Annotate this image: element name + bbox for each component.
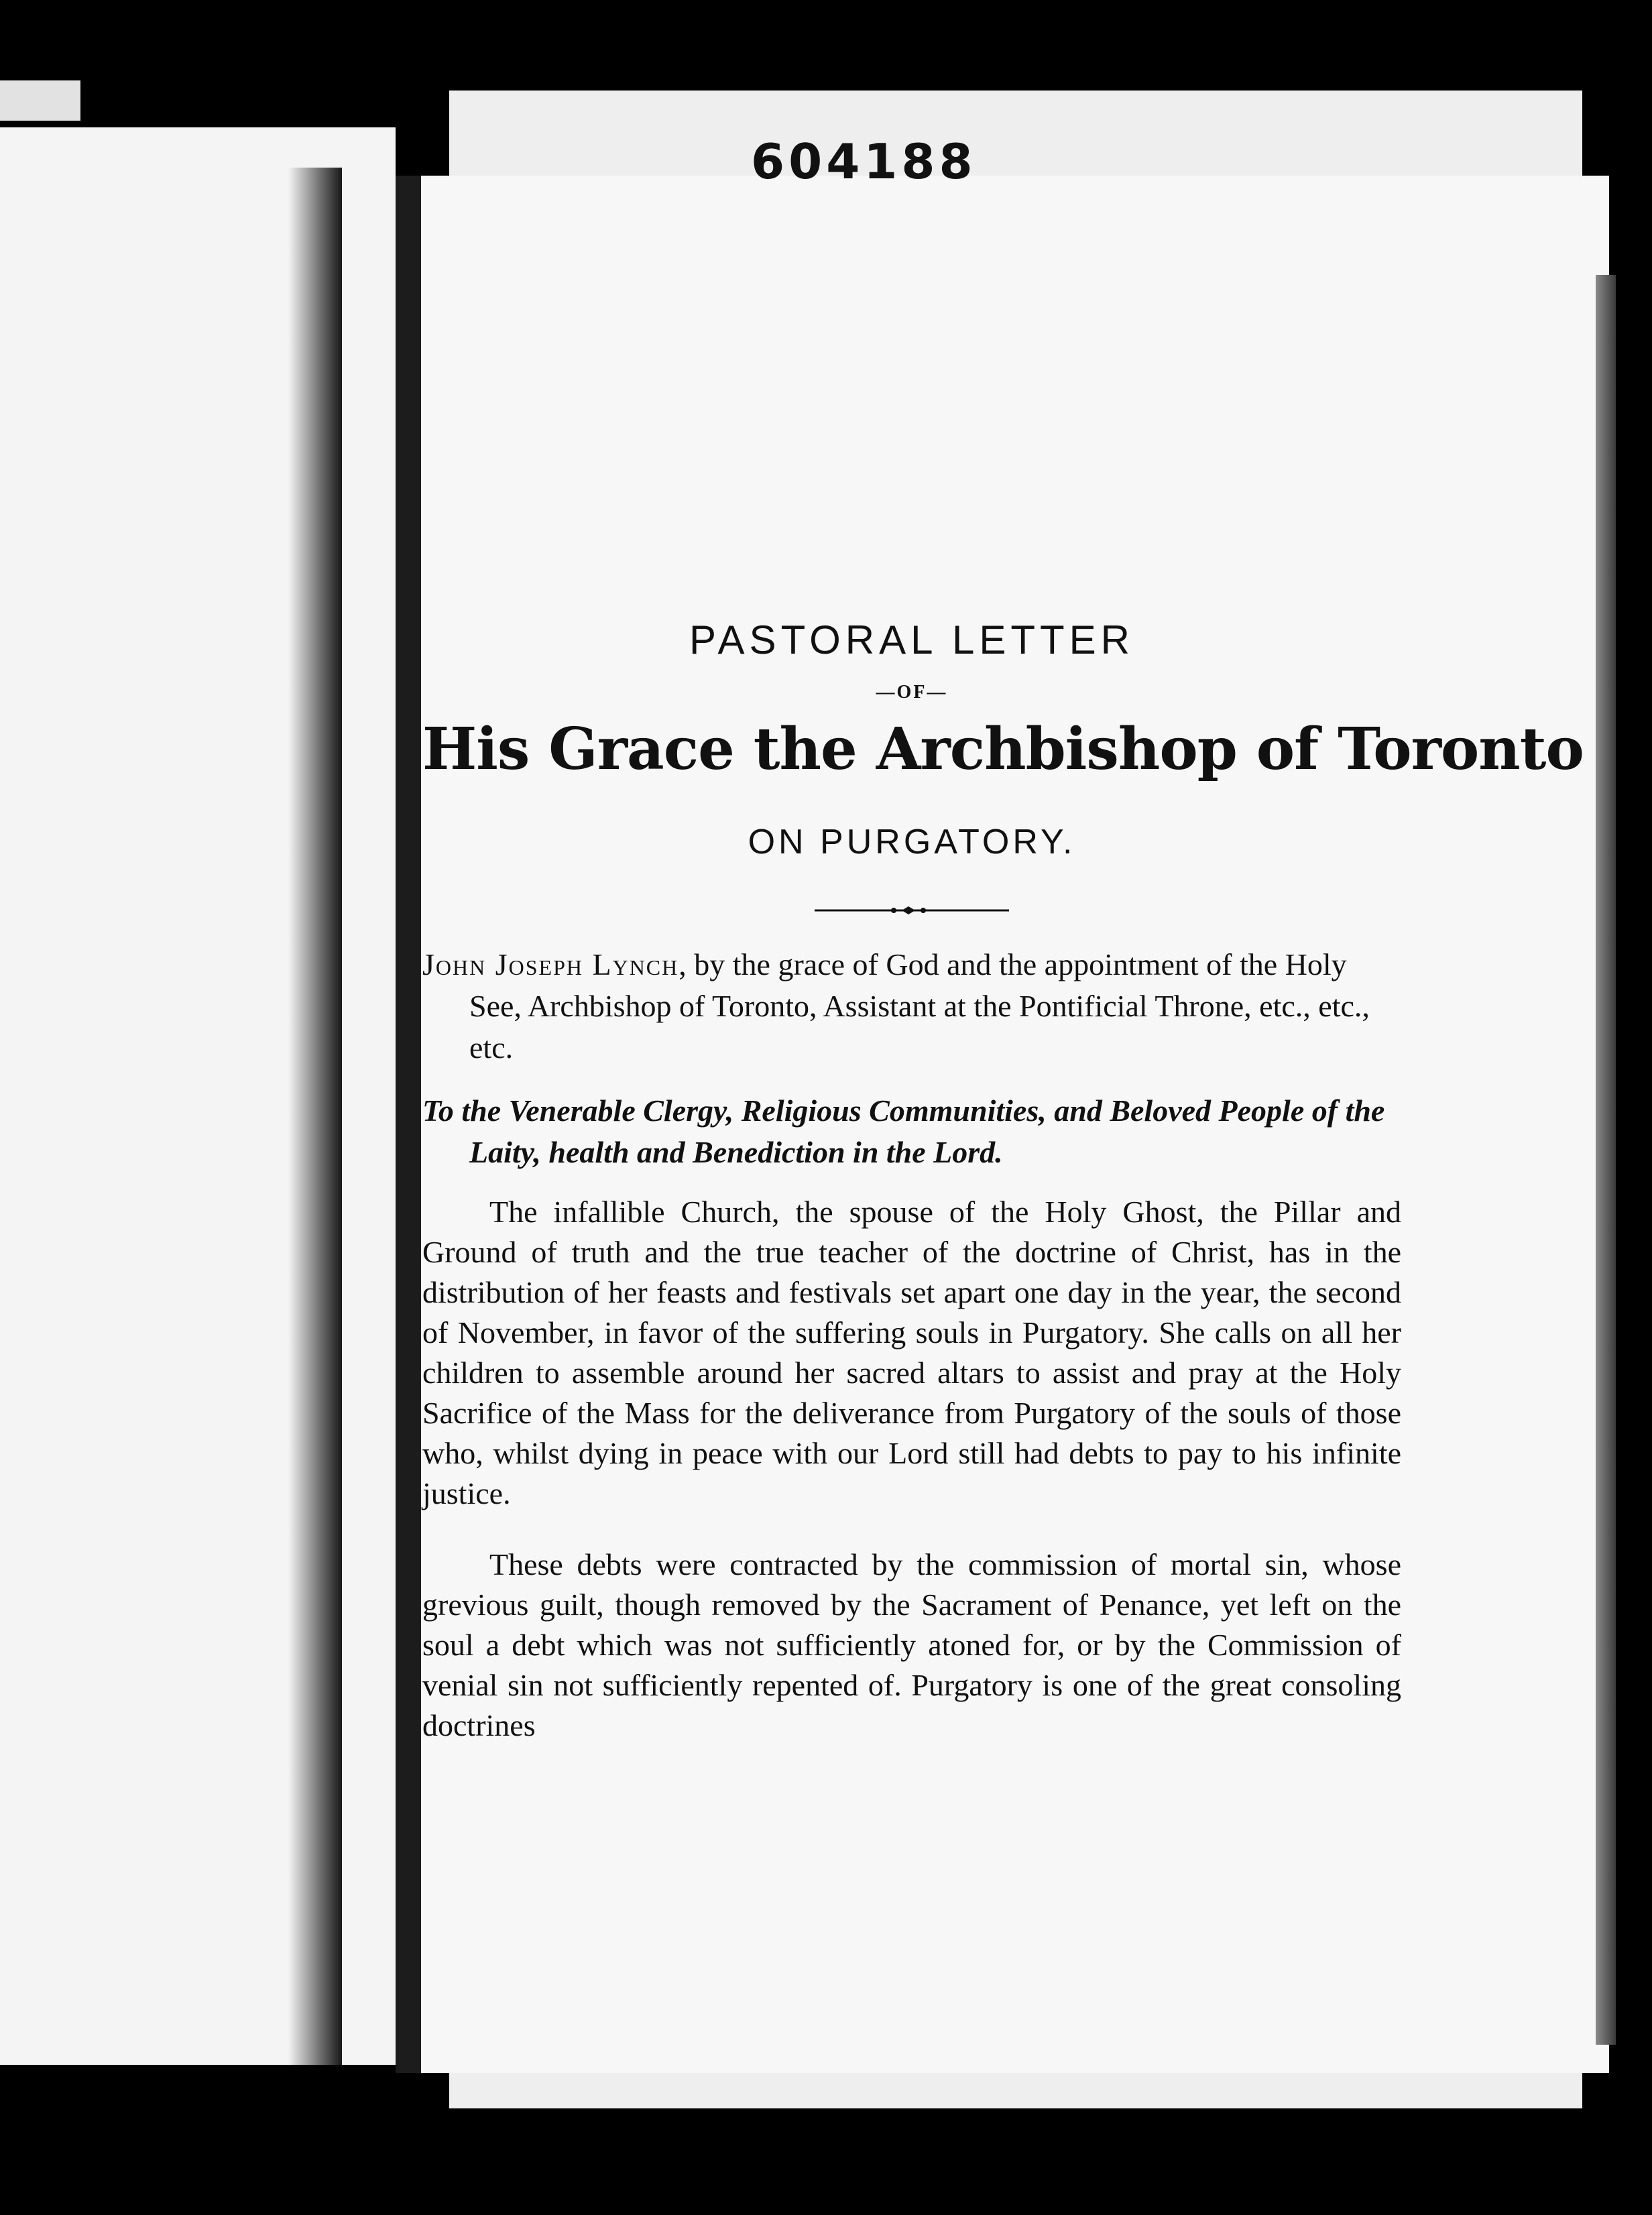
left-page-strip xyxy=(0,80,80,121)
page-right-edge xyxy=(1596,275,1616,2045)
page-content xyxy=(422,603,1584,1777)
document-subtitle: ON PURGATORY. xyxy=(748,823,1076,861)
author-name: John Joseph Lynch xyxy=(422,947,679,981)
document-title: PASTORAL LETTER xyxy=(689,617,1135,662)
blackletter-title: His Grace the Archbishop of Toronto xyxy=(422,715,1584,783)
salutation-text: , by the grace of God and the appointment of the Holy See, Archbishop of Toronto, Assistant at the Pontificial Throne, etc., etc., etc. xyxy=(469,947,1370,1065)
of-line: —OF— xyxy=(876,682,948,703)
accession-number: 604188 xyxy=(751,133,977,190)
gutter-shadow xyxy=(288,168,342,2078)
body-paragraph-1: The infallible Church, the spouse of the Holy Ghost, the Pillar and Ground of truth and the true teacher of the doctrine of Christ, has in the distribution of her feasts and festivals set apart one day in the year, the second of November, in favor of the suffering souls in Purgatory. She calls on all her children to assemble around her sacred altars to assist and pray at the Holy Sacrifice of the Mass for the deliverance from Purgatory of the souls of those who, whilst dying in peace with our Lord still had debts to pay to his infinite justice. xyxy=(422,1195,1401,1510)
salutation xyxy=(422,944,1401,1069)
ornament-divider xyxy=(815,904,1009,917)
address-line: To the Venerable Clergy, Religious Communities, and Beloved People of the Laity, health and Benediction in the Lord. xyxy=(422,1093,1385,1169)
body-paragraph-2: These debts were contracted by the commission of mortal sin, whose grevious guilt, though removed by the Sacrament of Penance, yet left on the soul a debt which was not sufficiently atoned for, or by the Commission of venial sin not sufficiently repented of. Purgatory is one of the great consoling doctrines xyxy=(422,1547,1401,1742)
